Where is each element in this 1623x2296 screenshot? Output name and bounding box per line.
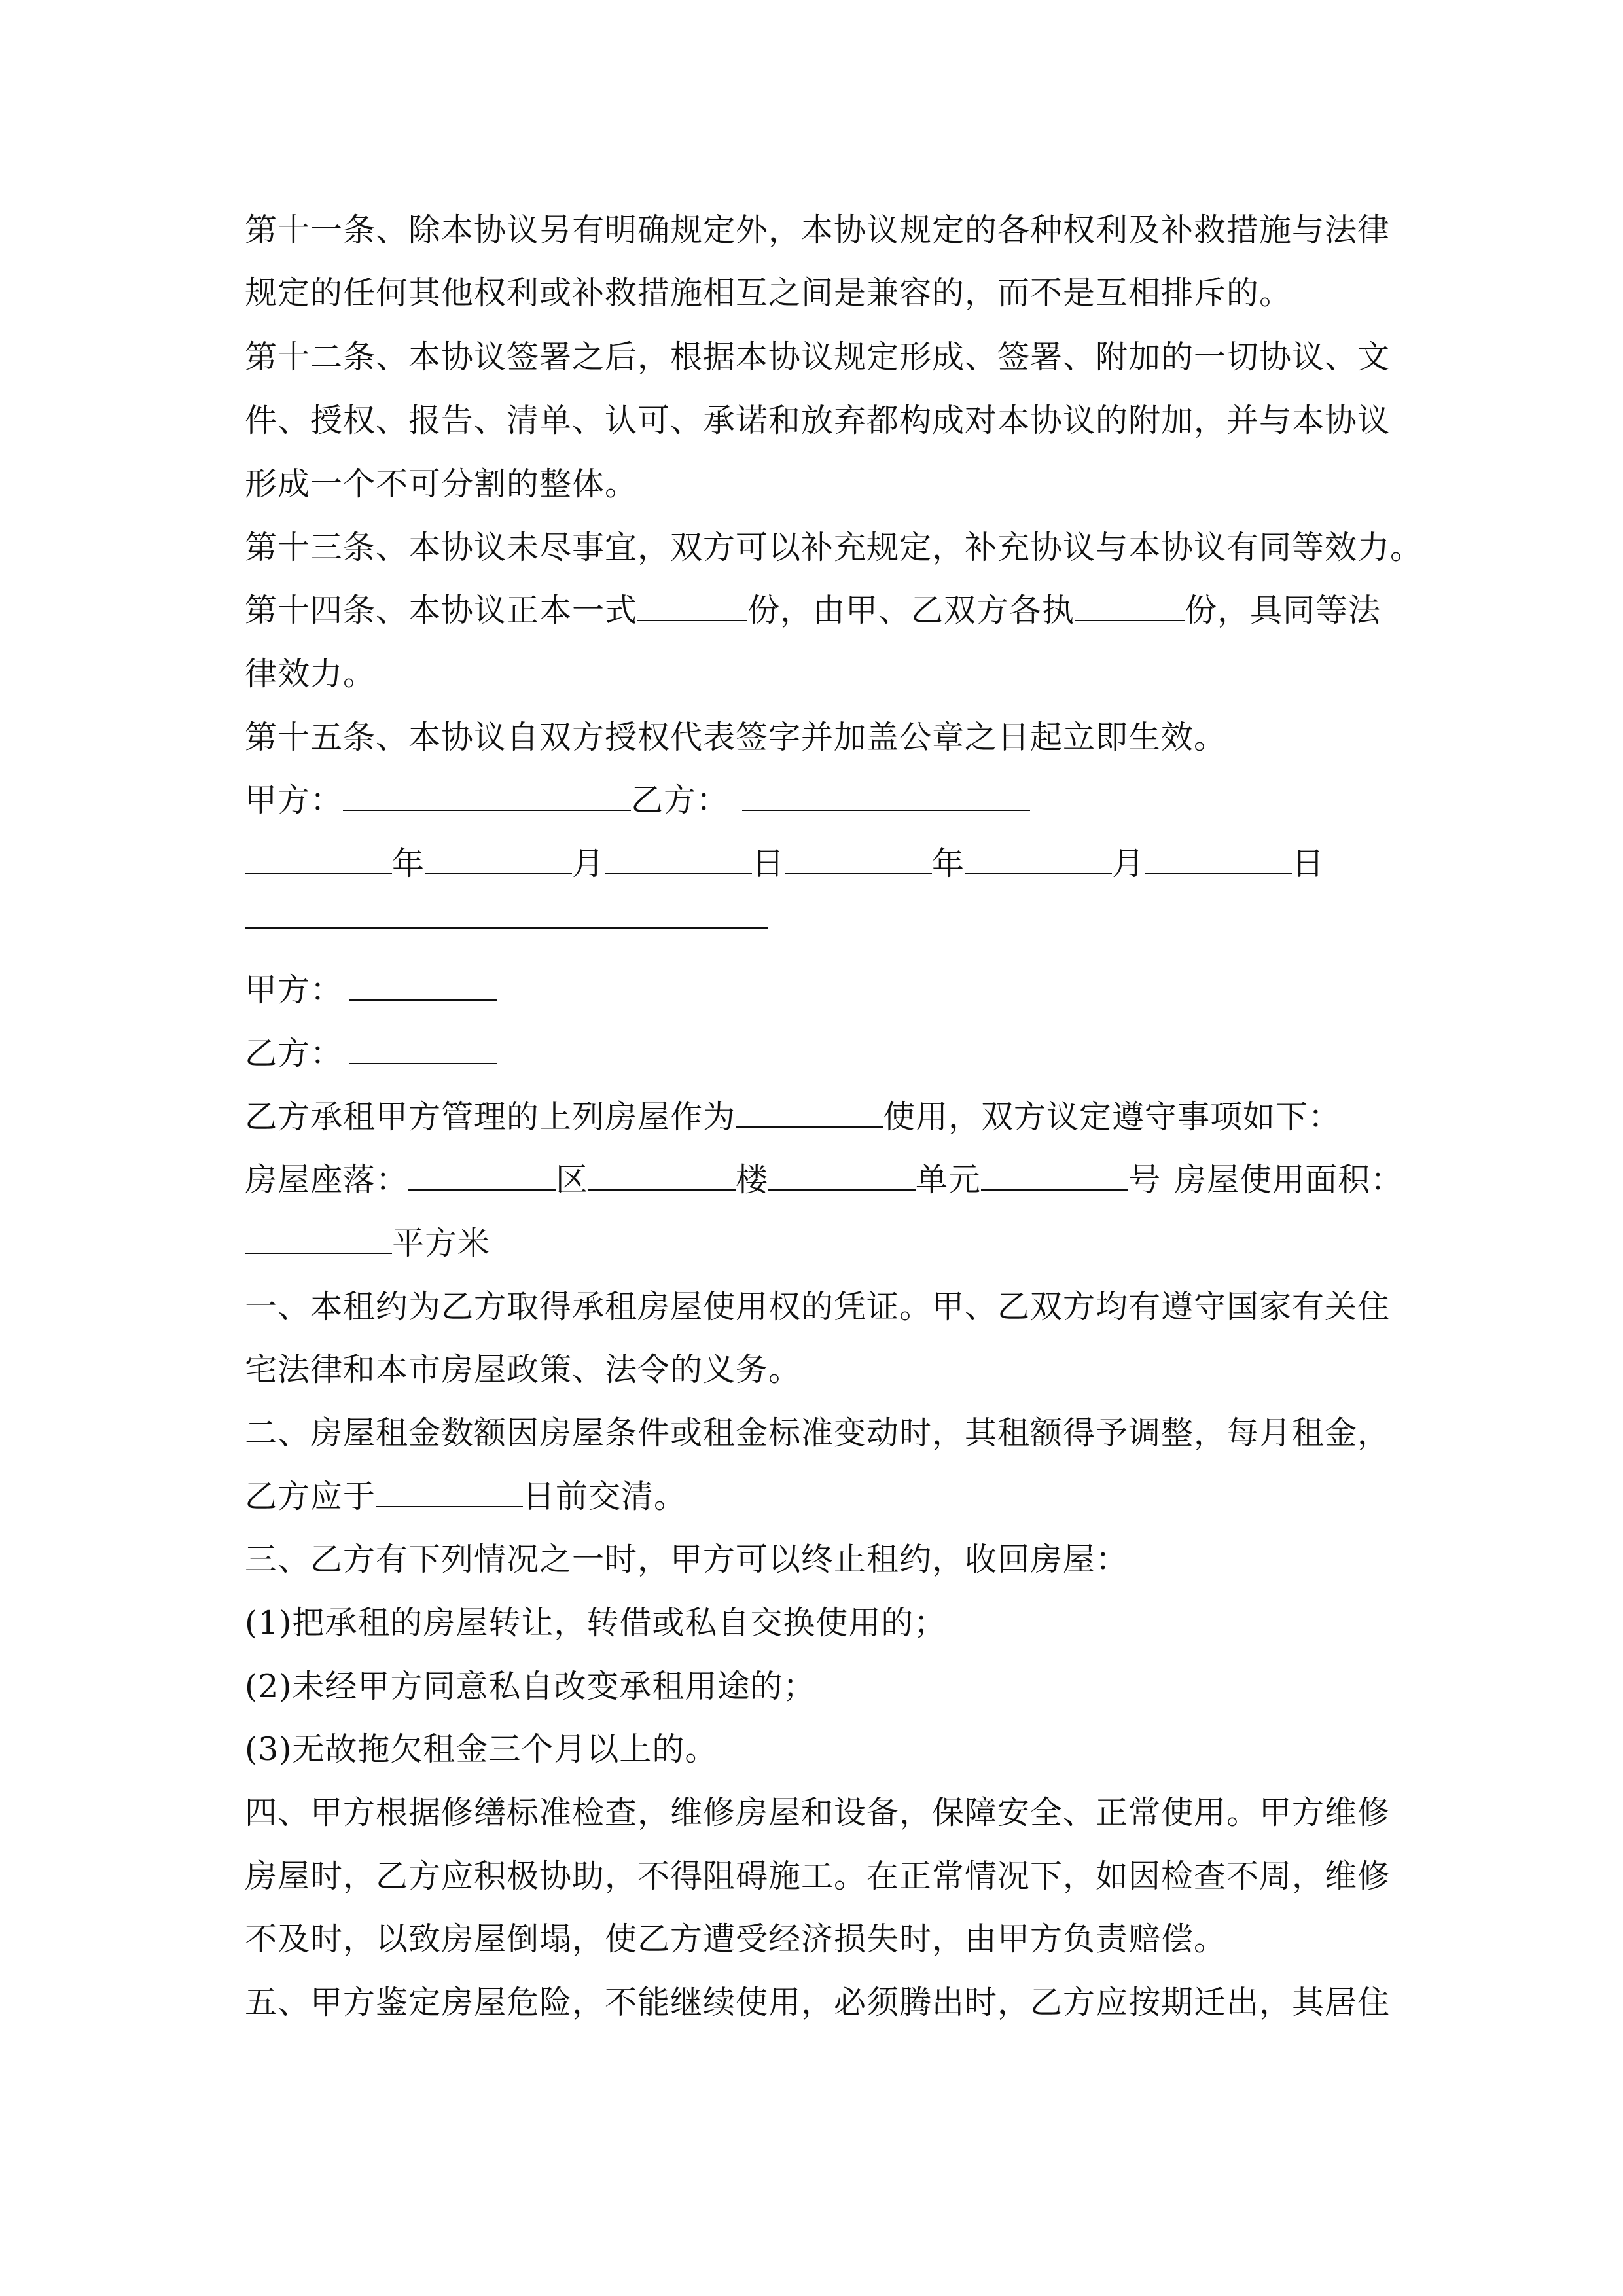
party-a-name-field[interactable] xyxy=(349,971,497,1001)
party-a-day-field[interactable] xyxy=(605,844,752,874)
usage-text-1: 乙方承租甲方管理的上列房屋作为 xyxy=(245,1098,736,1136)
date-row xyxy=(245,844,1325,884)
area-line xyxy=(245,1224,490,1263)
location-line xyxy=(245,1160,1403,1200)
clause-2-line-1: 二、房屋租金数额因房屋条件或租金标准变动时，其租额得予调整，每月租金， xyxy=(245,1414,1391,1452)
number-label: 号 xyxy=(1128,1161,1162,1198)
party-b-label: 乙方： xyxy=(631,781,730,819)
district-field[interactable] xyxy=(408,1160,556,1191)
article-12-line-2: 件、授权、报告、清单、认可、承诺和放弃都构成对本协议的附加，并与本协议 xyxy=(245,402,1391,439)
clause-3-item-1: (1)把承租的房屋转让，转借或私自交换使用的； xyxy=(245,1604,947,1641)
clause-4-line-1: 四、甲方根据修缮标准检查，维修房屋和设备，保障安全、正常使用。甲方维修 xyxy=(245,1794,1391,1831)
area-label: 房屋使用面积： xyxy=(1174,1161,1404,1198)
day-label: 日 xyxy=(1292,845,1325,882)
day-label: 日 xyxy=(752,845,785,882)
party-b-year-field[interactable] xyxy=(785,844,932,874)
article-11-line-2: 规定的任何其他权利或补救措施相互之间是兼容的，而不是互相排斥的。 xyxy=(245,274,1293,312)
location-label: 房屋座落： xyxy=(245,1161,409,1198)
party-b-day-field[interactable] xyxy=(1145,844,1292,874)
article-14-line-1 xyxy=(245,591,1381,630)
building-field[interactable] xyxy=(588,1160,736,1191)
party-a-label: 甲方： xyxy=(245,781,344,819)
party-b-month-field[interactable] xyxy=(965,844,1112,874)
article-14-line-2: 律效力。 xyxy=(245,655,376,692)
clause-2-text-1: 乙方应于 xyxy=(245,1478,376,1515)
signature-row-2a xyxy=(245,971,497,1010)
copies-total-field[interactable] xyxy=(637,591,747,621)
year-label: 年 xyxy=(932,845,965,882)
article-13: 第十三条、本协议未尽事宜，双方可以补充规定，补充协议与本协议有同等效力。 xyxy=(245,529,1423,566)
month-label: 月 xyxy=(1112,845,1145,882)
district-label: 区 xyxy=(556,1161,589,1198)
unit-label: 单元 xyxy=(916,1161,982,1198)
unit-field[interactable] xyxy=(768,1160,916,1191)
year-label: 年 xyxy=(392,845,425,882)
usage-text-2: 使用，双方议定遵守事项如下： xyxy=(883,1098,1342,1136)
party-a-label: 甲方： xyxy=(245,971,344,1009)
article-12-line-1: 第十二条、本协议签署之后，根据本协议规定形成、签署、附加的一切协议、文 xyxy=(245,338,1391,376)
clause-3-item-3: (3)无故拖欠租金三个月以上的。 xyxy=(245,1731,718,1768)
number-field[interactable] xyxy=(981,1160,1128,1191)
party-a-year-field[interactable] xyxy=(245,844,392,874)
signature-row-1 xyxy=(245,781,1030,820)
article-11-line-1: 第十一条、除本协议另有明确规定外，本协议规定的各种权利及补救措施与法律 xyxy=(245,211,1391,249)
month-label: 月 xyxy=(572,845,605,882)
clause-4-line-2: 房屋时，乙方应积极协助，不得阻碍施工。在正常情况下，如因检查不周，维修 xyxy=(245,1857,1391,1895)
usage-line xyxy=(245,1098,1341,1137)
area-field[interactable] xyxy=(245,1224,392,1254)
article-14-text-2: 份，由甲、乙双方各执 xyxy=(747,592,1075,629)
clause-1-line-1: 一、本租约为乙方取得承租房屋使用权的凭证。甲、乙双方均有遵守国家有关住 xyxy=(245,1288,1391,1325)
clause-4-line-3: 不及时，以致房屋倒塌，使乙方遭受经济损失时，由甲方负责赔偿。 xyxy=(245,1920,1227,1958)
clause-5-line-1: 五、甲方鉴定房屋危险，不能继续使用，必须腾出时，乙方应按期迁出，其居住 xyxy=(245,1984,1391,2021)
copies-each-field[interactable] xyxy=(1075,591,1185,621)
article-14-text-1: 第十四条、本协议正本一式 xyxy=(245,592,638,629)
clause-2-text-2: 日前交清。 xyxy=(523,1478,687,1515)
area-unit: 平方米 xyxy=(392,1225,491,1262)
signature-row-2b xyxy=(245,1034,497,1073)
usage-purpose-field[interactable] xyxy=(736,1098,883,1128)
article-12-line-3: 形成一个不可分割的整体。 xyxy=(245,465,638,503)
clause-3-item-2: (2)未经甲方同意私自改变承租用途的； xyxy=(245,1668,816,1705)
party-b-signature-field[interactable] xyxy=(742,781,1030,811)
separator-line xyxy=(245,927,768,929)
article-14-text-3: 份，具同等法 xyxy=(1185,592,1382,629)
building-label: 楼 xyxy=(736,1161,769,1198)
clause-1-line-2: 宅法律和本市房屋政策、法令的义务。 xyxy=(245,1351,802,1388)
party-a-signature-field[interactable] xyxy=(343,781,631,811)
clause-3-intro: 三、乙方有下列情况之一时，甲方可以终止租约，收回房屋： xyxy=(245,1541,1129,1578)
article-15: 第十五条、本协议自双方授权代表签字并加盖公章之日起立即生效。 xyxy=(245,719,1227,756)
party-a-month-field[interactable] xyxy=(425,844,572,874)
party-b-label: 乙方： xyxy=(245,1035,344,1072)
rent-due-day-field[interactable] xyxy=(376,1477,523,1507)
clause-2-line-2 xyxy=(245,1477,687,1516)
party-b-name-field[interactable] xyxy=(349,1034,497,1064)
